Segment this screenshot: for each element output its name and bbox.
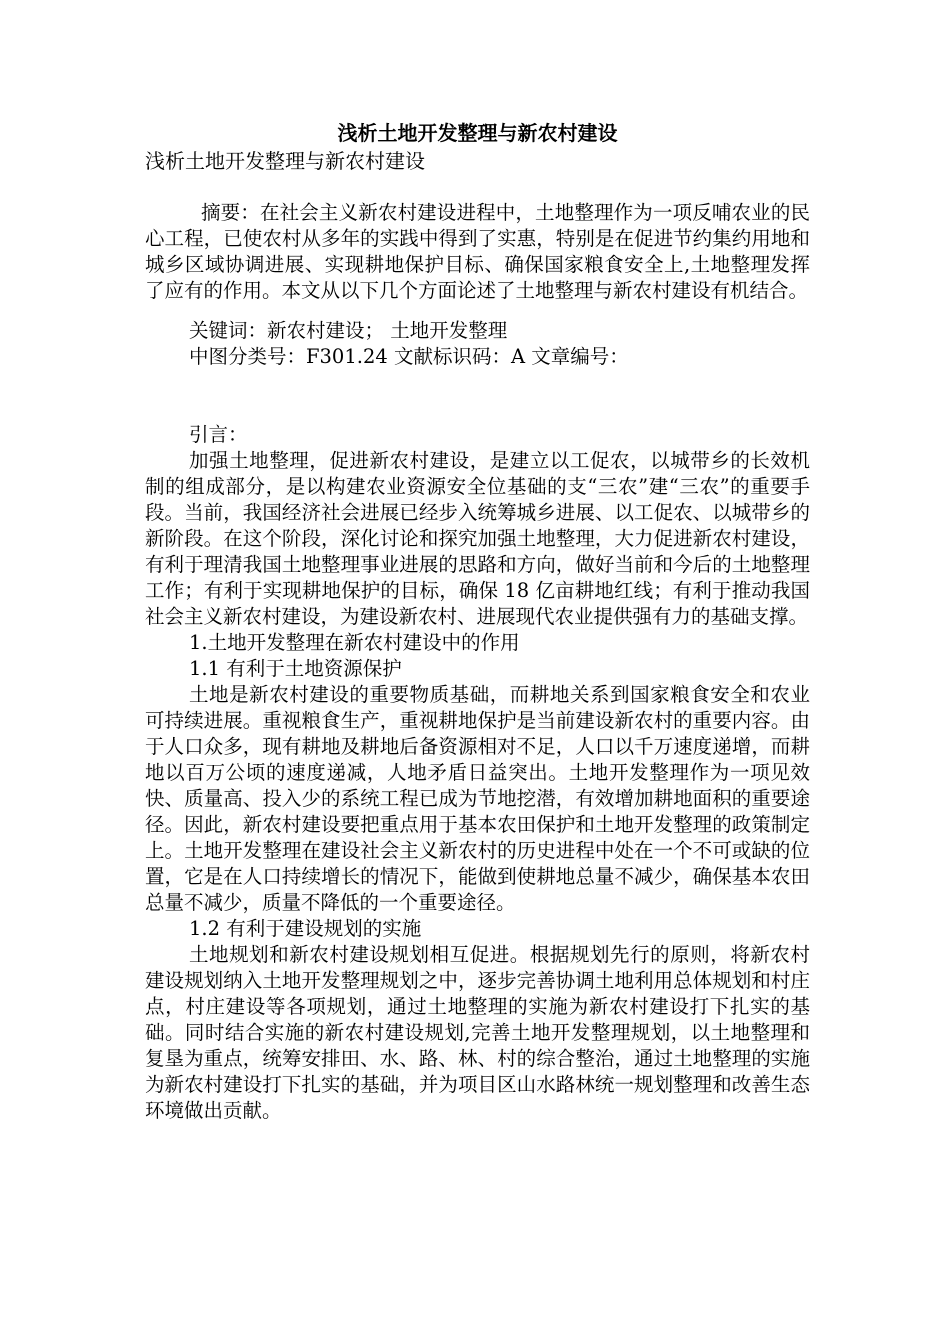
section-1-2-heading: 1.2 有利于建设规划的实施	[189, 917, 422, 940]
document-subtitle: 浅析土地开发整理与新农村建设	[145, 149, 425, 173]
section-1-1-paragraph: 土地是新农村建设的重要物质基础，而耕地关系到国家粮食安全和农业可持续进展。重视粮食生产，重视耕地保护是当前建设新农村的重要内容。由于人口众多，现有耕地及耕地后备资源相对不足，人口以千万速度递增，而耕地以百万公顷的速度递减，人地矛盾日益突出。土地开发整理作为一项见效快、质量高、投入少的系统工程已成为节地挖潜，有效增加耕地面积的重要途径。因此，新农村建设要把重点用于基本农田保护和土地开发整理的政策制定上。土地开发整理在建设社会主义新农村的历史进程中处在一个不可或缺的位置，它是在人口持续增长的情况下，能做到使耕地总量不减少，确保基本农田总量不减少，质量不降低的一个重要途径。	[145, 683, 810, 914]
spacer	[145, 370, 810, 422]
section-1-heading: 1.土地开发整理在新农村建设中的作用	[189, 631, 520, 654]
abstract-paragraph: 摘要：在社会主义新农村建设进程中，土地整理作为一项反哺农业的民心工程，已使农村从多年的实践中得到了实惠，特别是在促进节约集约用地和城乡区域协调进展、实现耕地保护目标、确保国家粮食安全上,土地整理发挥了应有的作用。本文从以下几个方面论述了土地整理与新农村建设有机结合。	[145, 201, 810, 302]
section-1-1-heading: 1.1 有利于土地资源保护	[189, 657, 402, 680]
intro-heading: 引言：	[189, 423, 248, 446]
document-title: 浅析土地开发整理与新农村建设	[337, 121, 618, 145]
intro-paragraph: 加强土地整理，促进新农村建设，是建立以工促农，以城带乡的长效机制的组成部分，是以构建农业资源安全位基础的支“三农”建“三农”的重要手段。当前，我国经济社会进展已经步入统筹城乡进展、以工促农、以城带乡的新阶段。在这个阶段，深化讨论和探究加强土地整理，大力促进新农村建设，有利于理清我国土地整理事业进展的思路和方向，做好当前和今后的土地整理工作；有利于实现耕地保护的目标，确保 18 亿亩耕地红线；有利于推动我国社会主义新农村建设，为建设新农村、进展现代农业提供强有力的基础支撑。	[145, 449, 810, 628]
document-page	[145, 118, 810, 1124]
spacer	[145, 174, 810, 200]
spacer	[145, 304, 810, 318]
section-1-2-paragraph: 土地规划和新农村建设规划相互促进。根据规划先行的原则，将新农村建设规划纳入土地开发整理规划之中，逐步完善协调土地利用总体规划和村庄点，村庄建设等各项规划，通过土地整理的实施为新农村建设打下扎实的基础。同时结合实施的新农村建设规划,完善土地开发整理规划，以土地整理和复垦为重点，统筹安排田、水、路、林、村的综合整治，通过土地整理的实施为新农村建设打下扎实的基础，并为项目区山水路林统一规划整理和改善生态环境做出贡献。	[145, 943, 810, 1122]
keywords-line: 关键词：新农村建设； 土地开发整理	[189, 319, 508, 342]
classification-line: 中图分类号：F301.24 文献标识码：A 文章编号：	[189, 345, 629, 368]
